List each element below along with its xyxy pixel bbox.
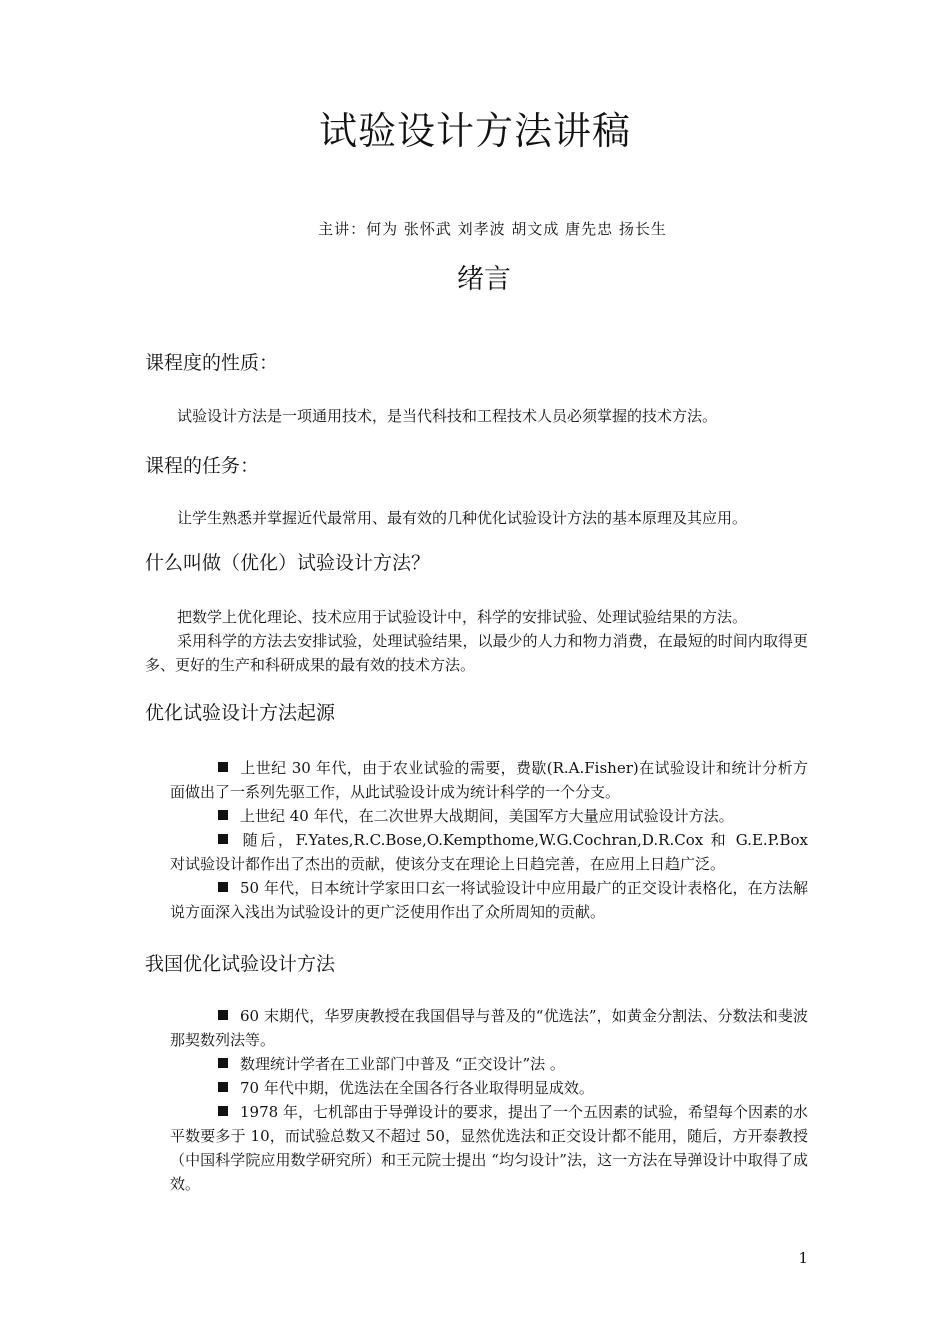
list-item-text: 随后，F.Yates,R.C.Bose,O.Kempthome,W.G.Cochran,D.R.Cox 和 G.E.P.Box 对试验设计都作出了杰出的贡献，使该分支在理论上日趋完善，在应用上日趋广泛。 [170, 831, 808, 873]
section-heading-definition: 什么叫做（优化）试验设计方法？ [145, 552, 431, 574]
section-heading-china: 我国优化试验设计方法 [145, 953, 336, 975]
bullet-square-icon [218, 882, 228, 892]
bullet-list-china [170, 1004, 808, 1196]
list-item [170, 876, 808, 924]
paragraph: 把数学上优化理论、技术应用于试验设计中，科学的安排试验、处理试验结果的方法。 [177, 608, 748, 626]
section-heading-task: 课程的任务： [145, 455, 260, 477]
list-item-text: 上世纪 40 年代，在二次世界大战期间，美国军方大量应用试验设计方法。 [240, 807, 734, 825]
bullet-square-icon [218, 1058, 228, 1068]
bullet-list-origin [170, 756, 808, 924]
list-item [170, 1100, 808, 1196]
bullet-square-icon [218, 1082, 228, 1092]
list-item-text: 50 年代，日本统计学家田口玄一将试验设计中应用最广的正交设计表格化，在方法解说方面深入浅出为试验设计的更广泛使用作出了众所周知的贡献。 [170, 879, 808, 921]
bullet-square-icon [218, 1106, 228, 1116]
document-title: 试验设计方法讲稿 [318, 109, 631, 153]
bullet-square-icon [218, 1010, 228, 1020]
list-item [170, 756, 808, 804]
bullet-square-icon [218, 810, 228, 820]
list-item [170, 1004, 808, 1052]
lecturers-line: 主讲：何为 张怀武 刘孝波 胡文成 唐先忠 扬长生 [318, 220, 667, 238]
list-item-text: 数理统计学者在工业部门中普及 “正交设计”法 。 [240, 1055, 565, 1073]
section-body-definition [145, 605, 808, 677]
intro-heading: 绪言 [457, 264, 511, 295]
section-body-nature [145, 404, 808, 428]
section-body-task [145, 506, 808, 530]
list-item [170, 1052, 808, 1076]
list-item [170, 804, 808, 828]
paragraph: 让学生熟悉并掌握近代最常用、最有效的几种优化试验设计方法的基本原理及其应用。 [177, 509, 748, 527]
bullet-square-icon [218, 834, 228, 844]
section-heading-nature: 课程度的性质： [145, 352, 279, 374]
list-item-text: 70 年代中期，优选法在全国各行各业取得明显成效。 [240, 1079, 594, 1097]
list-item [170, 1076, 808, 1100]
page-number: 1 [798, 1249, 808, 1267]
list-item-text: 60 末期代，华罗庚教授在我国倡导与普及的“优选法”，如黄金分割法、分数法和斐波那契数列法等。 [170, 1007, 808, 1049]
paragraph: 试验设计方法是一项通用技术，是当代科技和工程技术人员必须掌握的技术方法。 [177, 407, 718, 425]
list-item-text: 1978 年，七机部由于导弹设计的要求，提出了一个五因素的试验，希望每个因素的水平数要多于 10，而试验总数又不超过 50，显然优选法和正交设计都不能用，随后，方开泰教授（中国科学院应用数学研究所）和王元院士提出 “均匀设计”法，这一方法在导弹设计中取得了成效。 [170, 1103, 808, 1193]
paragraph: 采用科学的方法去安排试验，处理试验结果，以最少的人力和物力消费，在最短的时间内取得更多、更好的生产和科研成果的最有效的技术方法。 [145, 632, 808, 674]
list-item-text: 上世纪 30 年代，由于农业试验的需要，费歇(R.A.Fisher)在试验设计和统计分析方面做出了一系列先驱工作，从此试验设计成为统计科学的一个分支。 [170, 759, 808, 801]
list-item [170, 828, 808, 876]
section-heading-origin: 优化试验设计方法起源 [145, 702, 336, 724]
bullet-square-icon [218, 762, 228, 772]
